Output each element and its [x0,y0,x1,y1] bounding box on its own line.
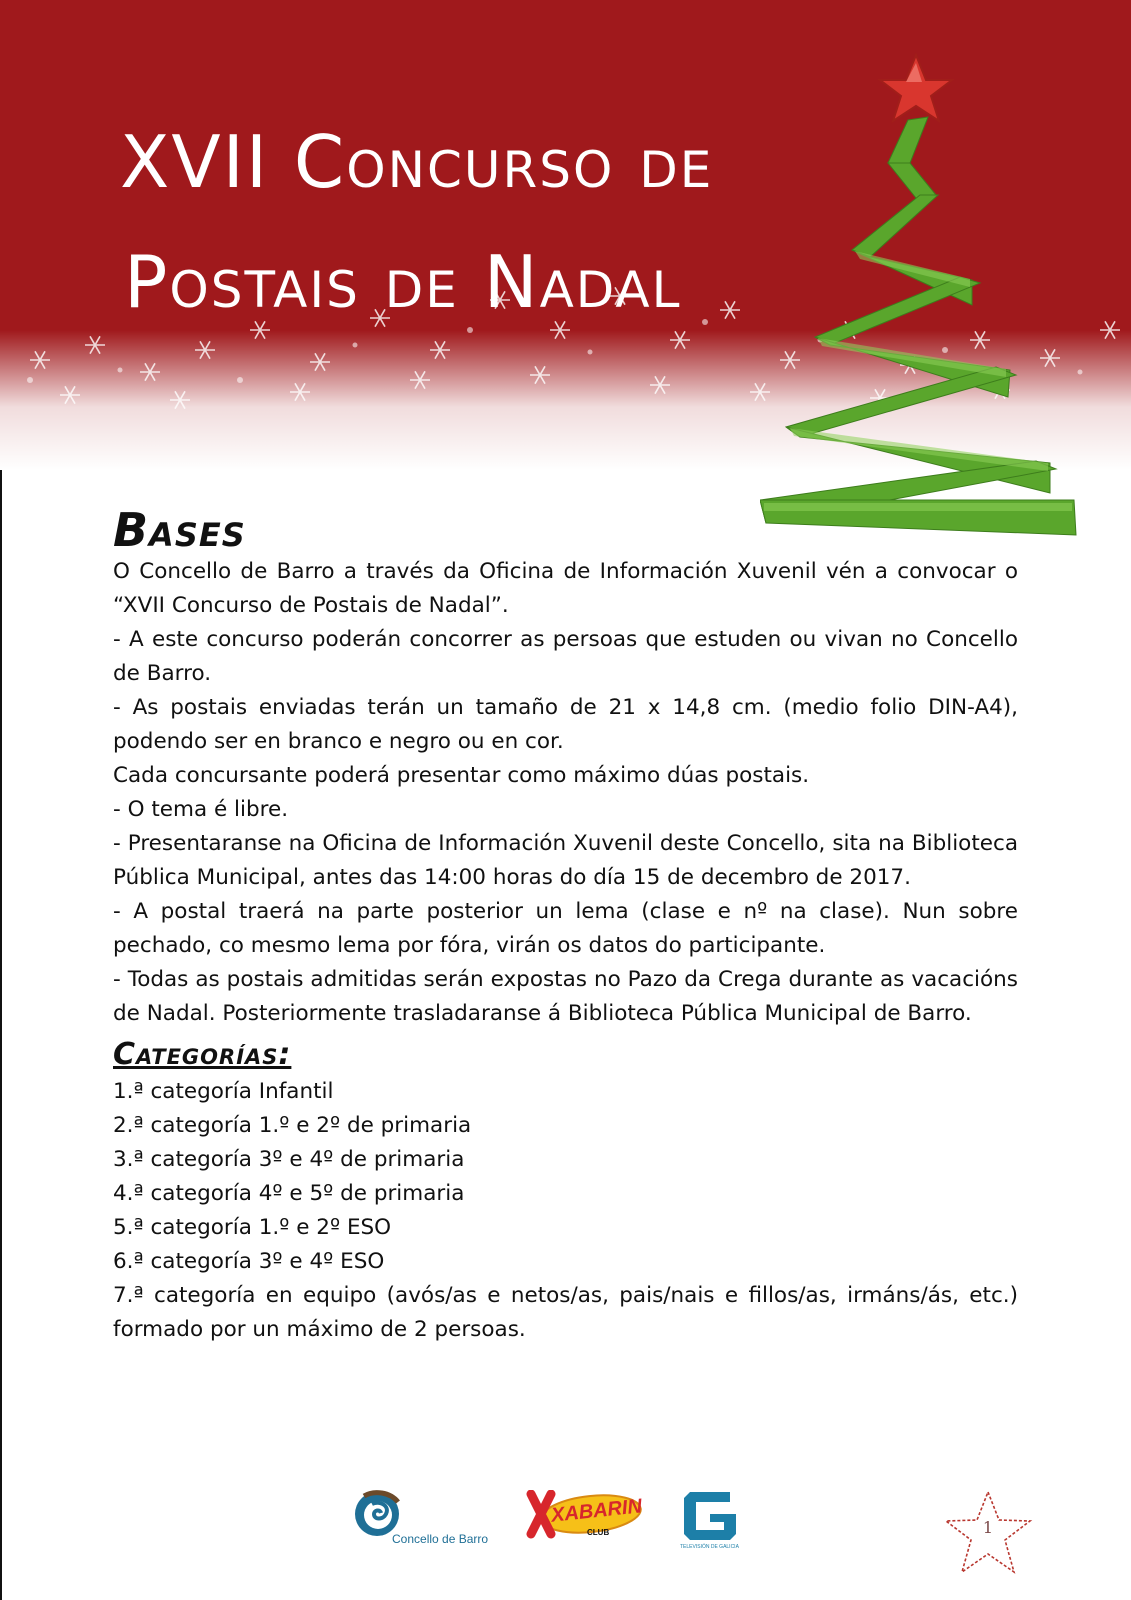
bases-paragraph: - Presentaranse na Oficina de Información Xuvenil deste Concello, sita na Biblioteca Pública Municipal, antes das 14:00 horas do día 15 de decembro de 2017. [113,831,1018,890]
bases-paragraph: O Concello de Barro a través da Oficina de Información Xuvenil vén a convocar o “XVII Concurso de Postais de Nadal”. [113,559,1018,618]
concello-barro-emblem-icon [350,1488,410,1538]
category-item: 2.ª categoría 1.º e 2º de primaria [113,1113,472,1138]
bases-paragraph: - As postais enviadas terán un tamaño de 21 x 14,8 cm. (medio folio DIN-A4), podendo ser en branco e negro ou en cor. [113,695,1018,754]
category-item: 1.ª categoría Infantil [113,1079,334,1104]
bases-paragraph: - A postal traerá na parte posterior un lema (clase e nº na clase). Nun sobre pechado, co mesmo lema por fóra, virán os datos do participante. [113,899,1018,958]
sponsor-logos [350,1488,770,1558]
bases-paragraph: - Todas as postais admitidas serán expostas no Pazo da Crega durante as vacacións de Nadal. Posteriormente trasladaranse á Biblioteca Pública Municipal de Barro. [113,967,1018,1026]
concello-de-barro-logo [350,1488,500,1554]
categorias-heading: Categorías: [113,1037,292,1072]
category-item: 5.ª categoría 1.º e 2º ESO [113,1215,392,1240]
xabarin-label: XABARIN [550,1495,643,1527]
xabarin-club-logo [525,1490,645,1546]
bases-paragraph: Cada concursante poderá presentar como máximo dúas postais. [113,763,810,788]
page-number-badge [942,1488,1034,1576]
bases-paragraph: - O tema é libre. [113,797,289,822]
category-item: 7.ª categoría en equipo (avós/as e netos/as, pais/nais e fillos/as, irmáns/ás, etc.) formado por un máximo de 2 persoas. [113,1283,1018,1342]
bases-paragraph: - A este concurso poderán concorrer as persoas que estuden ou vivan no Concello de Barro. [113,627,1018,686]
categorias-list [113,1075,1018,1347]
main-content [113,505,1018,1347]
xabarin-club-sublabel: CLUB [587,1528,610,1537]
category-item: 4.ª categoría 4º e 5º de primaria [113,1181,465,1206]
concello-barro-label: Concello de Barro [392,1532,489,1546]
page-number: 1 [982,1518,994,1537]
tvg-label: TELEVISIÓN DE GALICIA [680,1544,739,1550]
page-title [120,102,713,342]
bases-heading: Bases [113,503,246,557]
title-line-2: Postais de Nadal [124,240,682,324]
tvg-g-icon [680,1488,740,1544]
bases-body [113,555,1018,1031]
category-item: 6.ª categoría 3º e 4º ESO [113,1249,385,1274]
category-item: 3.ª categoría 3º e 4º de primaria [113,1147,465,1172]
title-line-1: XVII Concurso de [120,120,714,204]
tvg-logo [680,1488,750,1554]
christmas-tree-icon [760,45,1090,565]
